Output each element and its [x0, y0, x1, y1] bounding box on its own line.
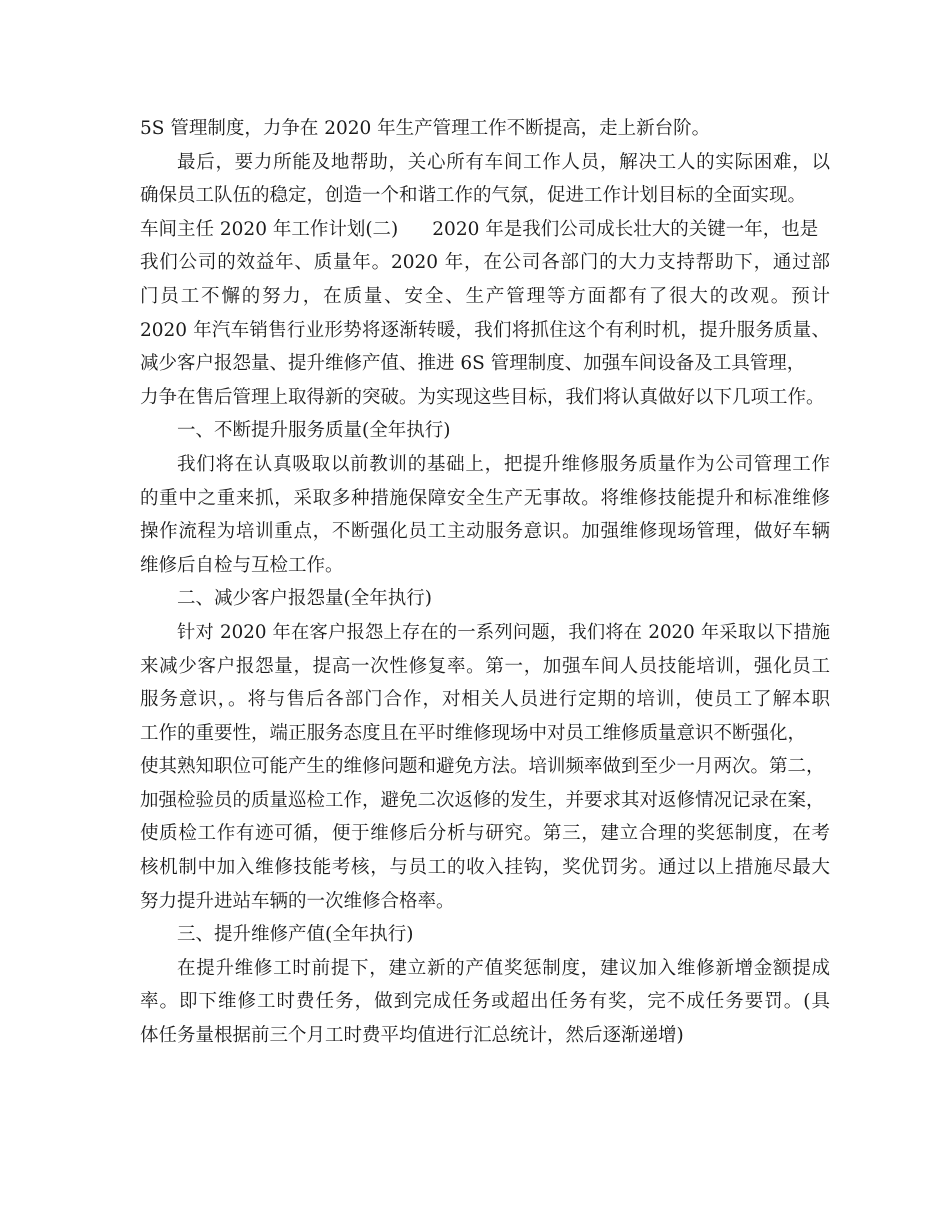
- text-line: 努力提升进站车辆的一次维修合格率。: [140, 890, 455, 912]
- text-line: 率。即下维修工时费任务，做到完成任务或超出任务有奖，完不成任务要罚。(具: [140, 991, 830, 1013]
- section-heading: 车间主任 2020 年工作计划(二): [140, 218, 399, 240]
- text-line: 维修后自检与互检工作。: [140, 554, 344, 576]
- text-line: 的重中之重来抓，采取多种措施保障安全生产无事故。将维修技能提升和标准维修: [140, 487, 830, 509]
- text-line: 核机制中加入维修技能考核，与员工的收入挂钩，奖优罚劣。通过以上措施尽最大: [140, 857, 830, 879]
- section-heading: 一、不断提升服务质量(全年执行): [177, 420, 451, 442]
- text-line: 最后，要力所能及地帮助，关心所有车间工作人员，解决工人的实际困难，以: [177, 151, 830, 173]
- document-body: [140, 112, 830, 1053]
- text-line: 2020 年汽车销售行业形势将逐渐转暖，我们将抓住这个有利时机，提升服务质量、: [140, 319, 830, 341]
- text-line: 来减少客户报怨量，提高一次性修复率。第一，加强车间人员技能培训，强化员工: [140, 655, 830, 677]
- text-line: 减少客户报怨量、提升维修产值、推进 6S 管理制度、加强车间设备及工具管理，: [140, 353, 806, 375]
- text-line: 力争在售后管理上取得新的突破。为实现这些目标，我们将认真做好以下几项工作。: [140, 386, 825, 408]
- text-line: 门员工不懈的努力，在质量、安全、生产管理等方面都有了很大的改观。预计: [140, 285, 830, 307]
- text-line: 我们公司的效益年、质量年。2020 年，在公司各部门的大力支持帮助下，通过部: [140, 252, 830, 274]
- text-line: [140, 213, 830, 247]
- text-line: 确保员工队伍的稳定，创造一个和谐工作的气氛，促进工作计划目标的全面实现。: [140, 185, 807, 207]
- text-line: 工作的重要性，端正服务态度且在平时维修现场中对员工维修质量意识不断强化，: [140, 722, 807, 744]
- text-line: 使质检工作有迹可循，便于维修后分析与研究。第三，建立合理的奖惩制度，在考: [140, 823, 830, 845]
- text-line: 服务意识，。将与售后各部门合作，对相关人员进行定期的培训，使员工了解本职: [140, 689, 830, 711]
- text-line: 5S 管理制度，力争在 2020 年生产管理工作不断提高，走上新台阶。: [140, 118, 711, 139]
- text-line: 在提升维修工时前提下，建立新的产值奖惩制度，建议加入维修新增金额提成: [177, 957, 830, 979]
- text-line: 操作流程为培训重点，不断强化员工主动服务意识。加强维修现场管理，做好车辆: [140, 521, 830, 543]
- text-line: 体任务量根据前三个月工时费平均值进行汇总统计，然后逐渐递增): [140, 1025, 684, 1047]
- text-fragment: 2020 年是我们公司成长壮大的关键一年，也是: [432, 218, 819, 240]
- text-line: 加强检验员的质量巡检工作，避免二次返修的发生，并要求其对返修情况记录在案，: [140, 789, 825, 811]
- text-line: 我们将在认真吸取以前教训的基础上，把提升维修服务质量作为公司管理工作: [177, 453, 830, 475]
- text-line: 针对 2020 年在客户报怨上存在的一系列问题，我们将在 2020 年采取以下措施: [177, 621, 830, 643]
- section-heading: 三、提升维修产值(全年执行): [177, 924, 414, 946]
- text-line: 使其熟知职位可能产生的维修问题和避免方法。培训频率做到至少一月两次。第二，: [140, 756, 825, 778]
- section-heading: 二、减少客户报怨量(全年执行): [177, 588, 432, 610]
